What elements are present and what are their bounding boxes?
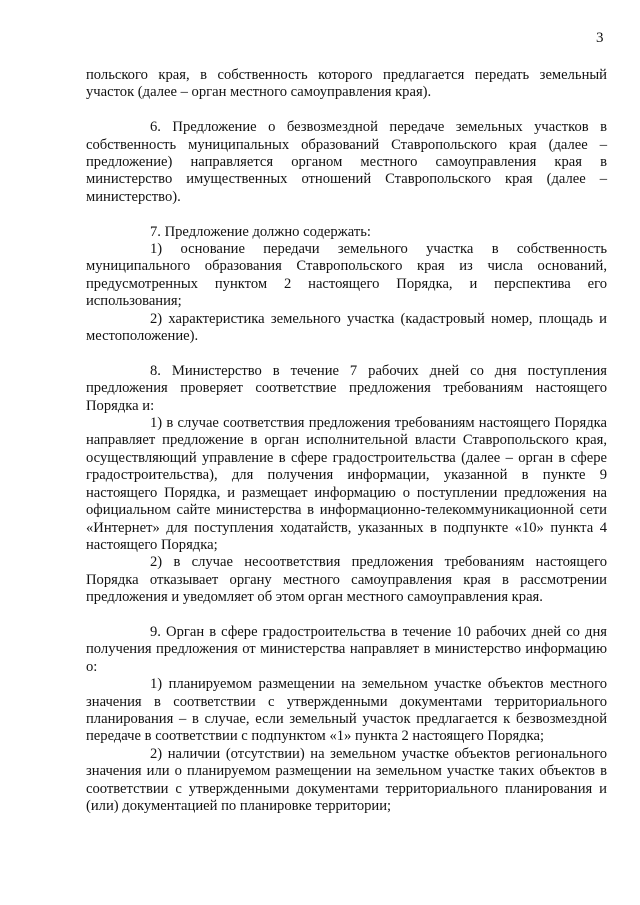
- paragraph-9: 9. Орган в сфере градостроительства в течение 10 рабочих дней со дня получения предложения от министерства направляет в министерство информацию о:: [86, 623, 607, 675]
- paragraph-7: 7. Предложение должно содержать:: [150, 223, 371, 240]
- page-number: 3: [596, 30, 604, 46]
- paragraph-9-item-2: 2) наличии (отсутствии) на земельном участке объектов регионального значения или о планируемом размещении на земельном участке таких объектов в соответствии с утвержденными документами территориального планирования и (или) документацией по планировке территории;: [86, 745, 607, 814]
- paragraph-8: 8. Министерство в течение 7 рабочих дней со дня поступления предложения проверяет соответствие предложения требованиям настоящего Порядка и:: [86, 362, 607, 414]
- paragraph-6: 6. Предложение о безвозмездной передаче земельных участков в собственность муниципальных образований Ставропольского края (далее – предложение) направляется органом местного самоуправления края в министерство имущественных отношений Ставропольского края (далее – министерство).: [86, 119, 607, 205]
- document-body: [86, 67, 607, 815]
- paragraph-7-item-2: 2) характеристика земельного участка (кадастровый номер, площадь и местоположение).: [86, 310, 607, 345]
- paragraph-8-item-1: 1) в случае соответствия предложения требованиям настоящего Порядка направляет предложение в орган исполнительной власти Ставропольского края, осуществляющий управление в сфере градостроительства (далее – орган в сфере градостроительства), для получения информации, указанной в пункте 9 настоящего Порядка, и размещает информацию о поступлении предложения на официальном сайте министерства в информационно-телекоммуникационной сети «Интернет» для поступления ходатайств, указанных в подпункте «10» пункта 4 настоящего Порядка;: [86, 415, 607, 553]
- paragraph-8-item-2: 2) в случае несоответствия предложения требованиям настоящего Порядка отказывает органу местного самоуправления края в рассмотрении предложения и уведомляет об этом орган местного самоуправления края.: [86, 554, 607, 606]
- paragraph-7-item-1: 1) основание передачи земельного участка в собственность муниципального образования Ставропольского края из числа оснований, предусмотренных пунктом 2 настоящего Порядка, и перспектива его использования;: [86, 241, 607, 310]
- paragraph-continuation: польского края, в собственность которого предлагается передать земельный участок (далее – орган местного самоуправления края).: [86, 67, 607, 101]
- paragraph-9-item-1: 1) планируемом размещении на земельном участке объектов местного значения в соответствии с утвержденными документами территориального планирования – в случае, если земельный участок предлагается к безвозмездной передаче в соответствии с подпунктом «1» пункта 2 настоящего Порядка;: [86, 676, 607, 745]
